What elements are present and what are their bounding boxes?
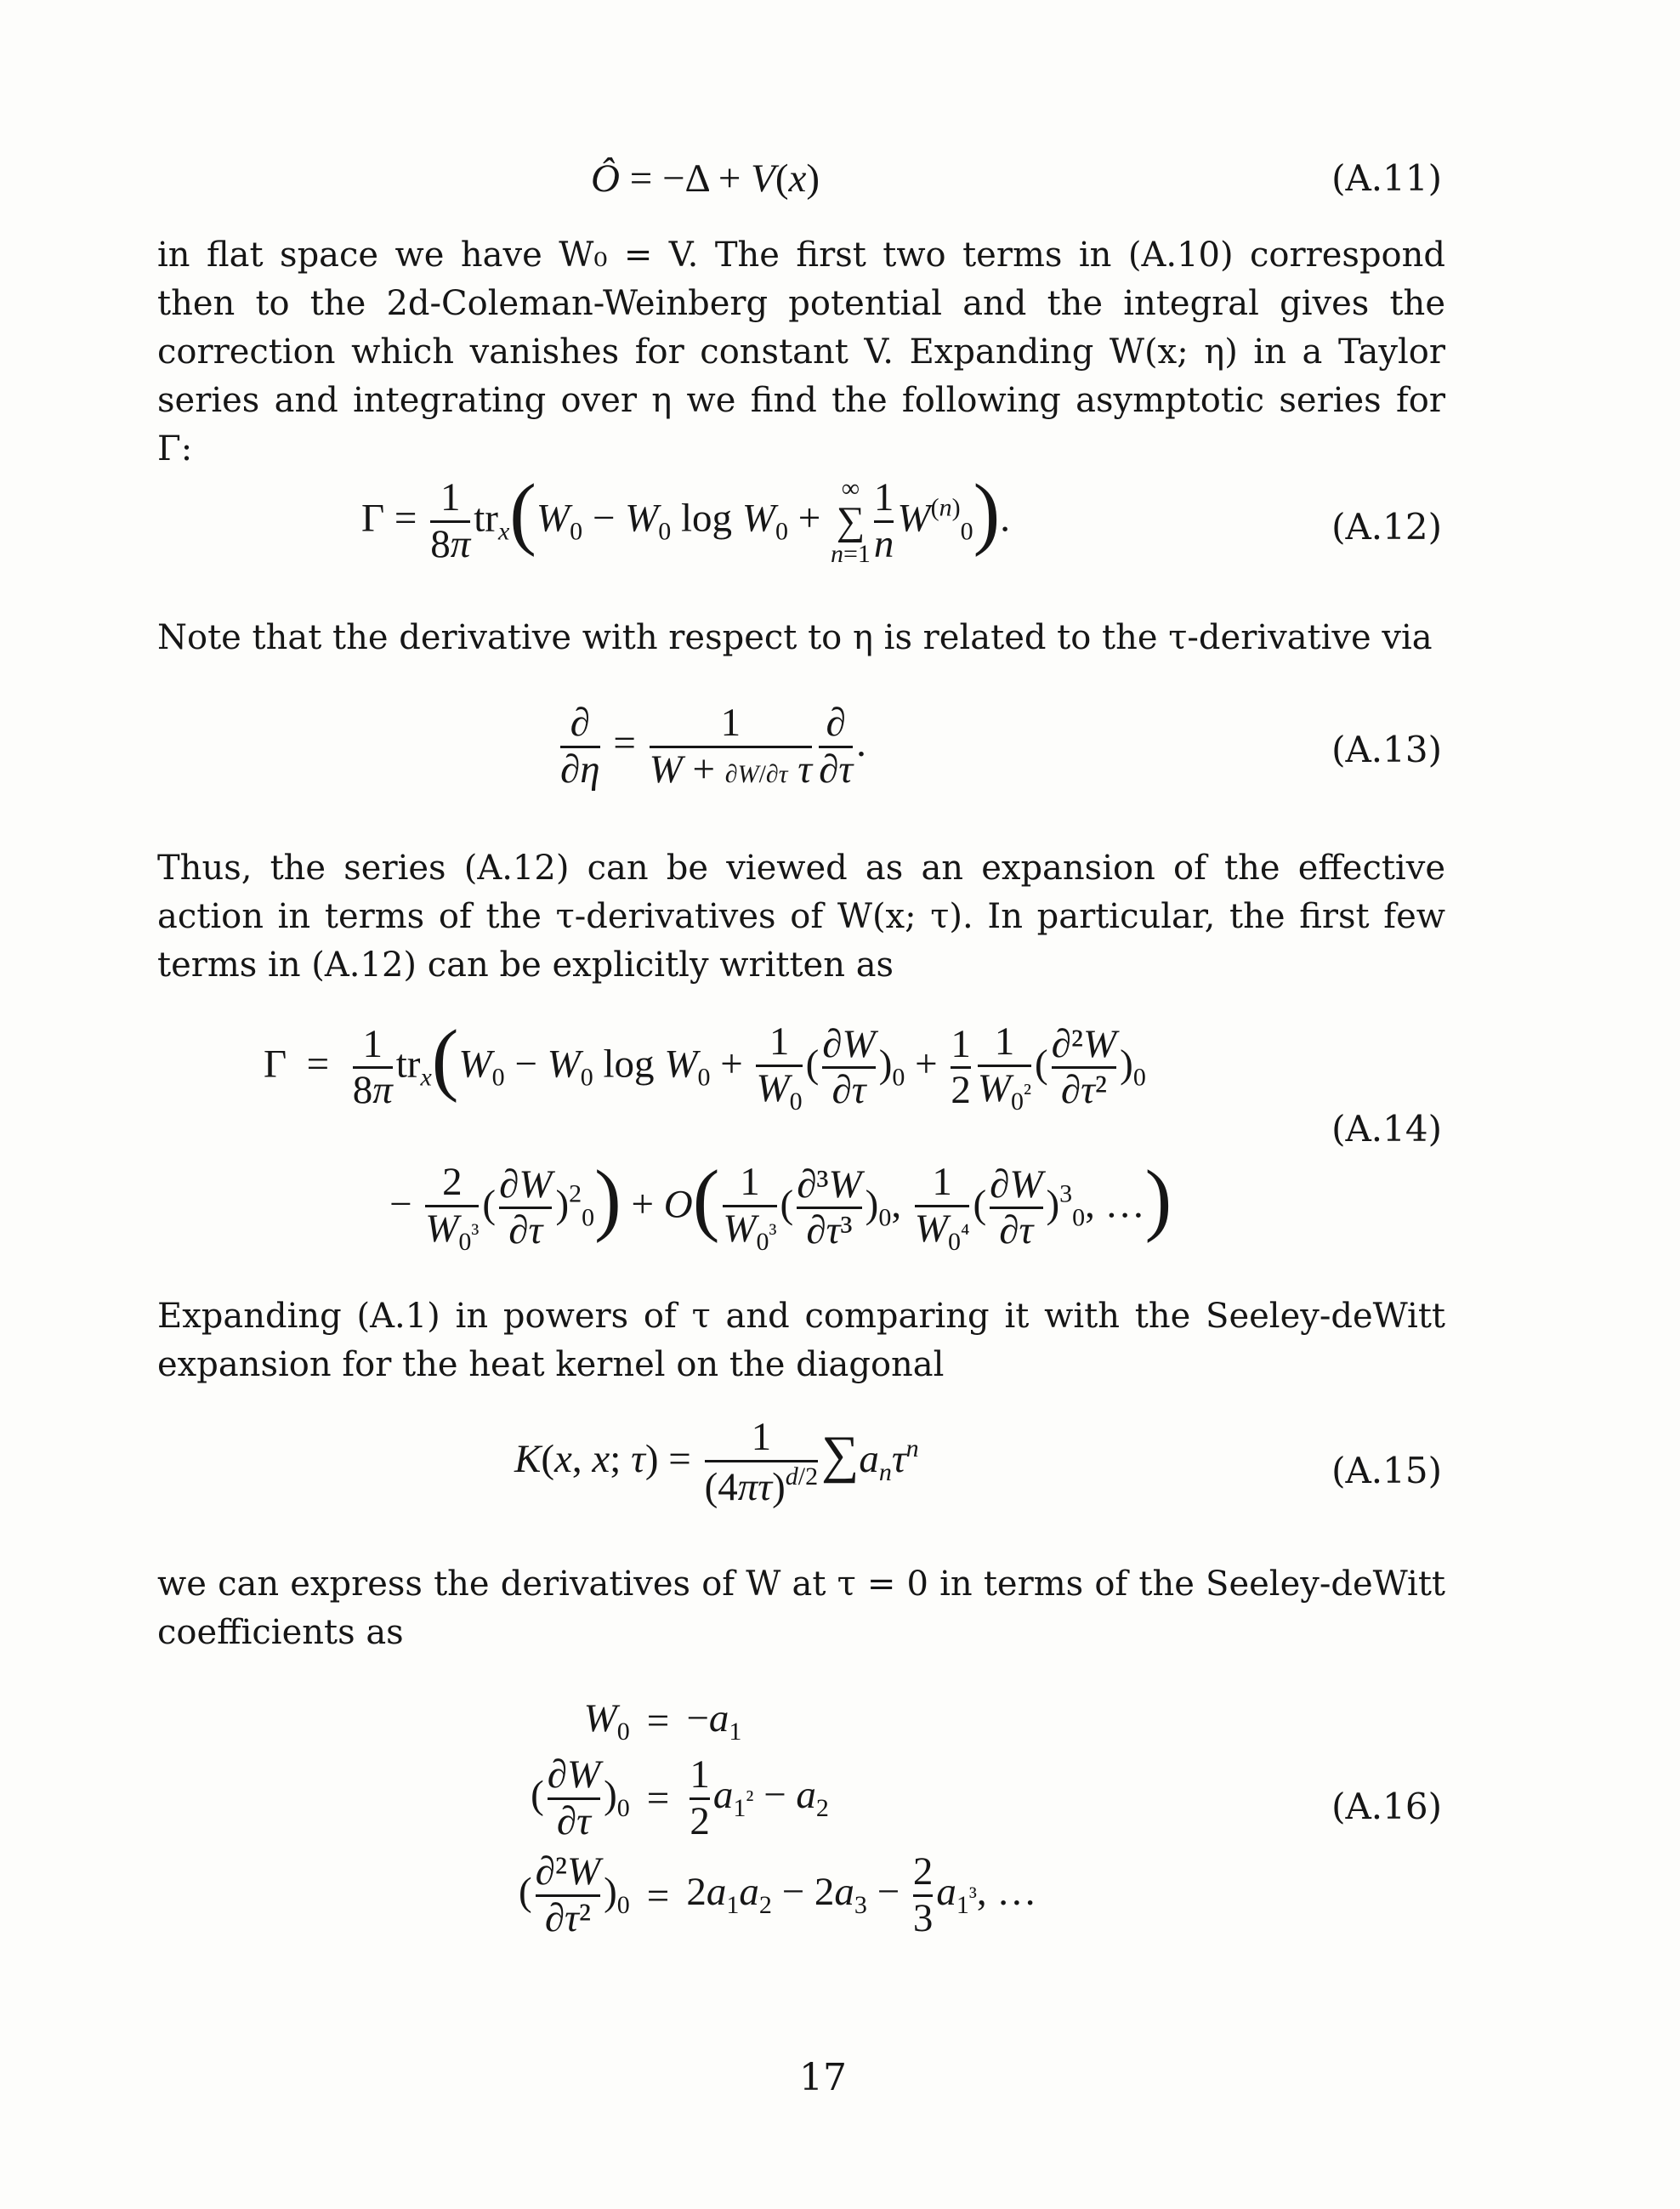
equation-a12: Γ = $\frac{1}{8\pi}$ $tr_x(W_0 - W_0$ $\log W_0$ + ∞ ∑ n=1 $\frac{1}{n}$ $W^{(n)}_0$). — [361, 467, 1010, 568]
paragraph-3-text: Thus, the series (A.12) can be viewed as an expansion of the effective action in terms of the τ-derivatives of W(x; τ). In particular, the first few terms in (A.12) can be explicitly written as — [157, 849, 1445, 985]
a16-row-2: ( $\frac{\partial W}{\partial\tau}$ )$_0$ = $\frac{1}{2}$ $a_1^2 - a_2$ — [531, 1752, 829, 1843]
paragraph-5 — [157, 1560, 1445, 1657]
eq-number-a11: (A.11) — [1331, 157, 1442, 199]
paragraph-1-text: in flat space we have W₀ = V. The first two terms in (A.10) correspond then to the 2d-Coleman-Weinberg potential and the integral gives the correction which vanishes for constant V. Expanding W(x; η) in a Taylor series and integrating over η we find the following asymptotic series for Γ: — [157, 236, 1445, 468]
paragraph-3 — [157, 844, 1445, 990]
paragraph-5-text: we can express the derivatives of W at τ = 0 in terms of the Seeley-deWitt coefficients as — [157, 1564, 1445, 1652]
equation-a14-line2: − $\frac{2}{W_0^3}$ ( $\frac{\partial W}{\partial\tau}$ )$^2_0$) + O( $\frac{1}{W_0^3}$ ( $\frac{\text{∂³W}}{\text{∂τ³}}$ )$_0$, $\frac{1}{W_0^4}$ ( $\frac{\partial W}{\partial\tau}$ )$^3_0$, …) — [389, 1153, 1172, 1256]
equation-a15: K(x, x; τ) = $\frac{1}{(4\pi\tau)^{d/2}}$ $\sum a_n\tau^n$ — [514, 1415, 919, 1509]
paragraph-2-text: Note that the derivative with respect to η is related to the τ-derivative via — [157, 618, 1433, 657]
equation-a11: Ô = −Δ + V(x) — [591, 156, 820, 201]
eq-number-a14: (A.14) — [1331, 1108, 1442, 1150]
paragraph-2 — [157, 614, 1445, 662]
eq-number-a12: (A.12) — [1331, 506, 1442, 548]
a16-row-3: ( $\frac{\text{∂²W}}{\text{∂τ²}}$ )$_0$ = $2a_1a_2 - 2a_3$ − $\frac{2}{3}$ $a_1^3$, … — [519, 1849, 1037, 1941]
paragraph-4-text: Expanding (A.1) in powers of τ and comparing it with the Seeley-deWitt expansion for the heat kernel on the diagonal — [157, 1297, 1445, 1384]
paragraph-1 — [157, 231, 1445, 474]
equation-a16 — [510, 1692, 1045, 1945]
eq-number-a15: (A.15) — [1331, 1450, 1442, 1491]
a16-row-1: $W_0$ = $-a_1$ — [583, 1696, 742, 1746]
equation-a14-line1: Γ = $\frac{1}{8\pi}$ $tr_x(W_0 - W_0$ $\log W_0$ + $\frac{1}{W_0}$ ( $\frac{\partial W}{\partial\tau}$ )$_0$ + $\frac{1}{2}$ $\frac{1}{W_0^2}$ ( $\frac{\text{∂²W}}{\text{∂τ²}}$ )$_0$ — [264, 1013, 1146, 1116]
equation-a13: $\frac{\partial}{\partial\eta}$ = $\frac{1}{\text{W + ∂W/∂τ τ}}$ $\frac{\partial}{\partial\tau}$ . — [560, 701, 866, 792]
eq-number-a13: (A.13) — [1331, 729, 1442, 770]
page-number: 17 — [799, 2056, 847, 2099]
paragraph-4 — [157, 1292, 1445, 1389]
eq-number-a16: (A.16) — [1331, 1786, 1442, 1827]
